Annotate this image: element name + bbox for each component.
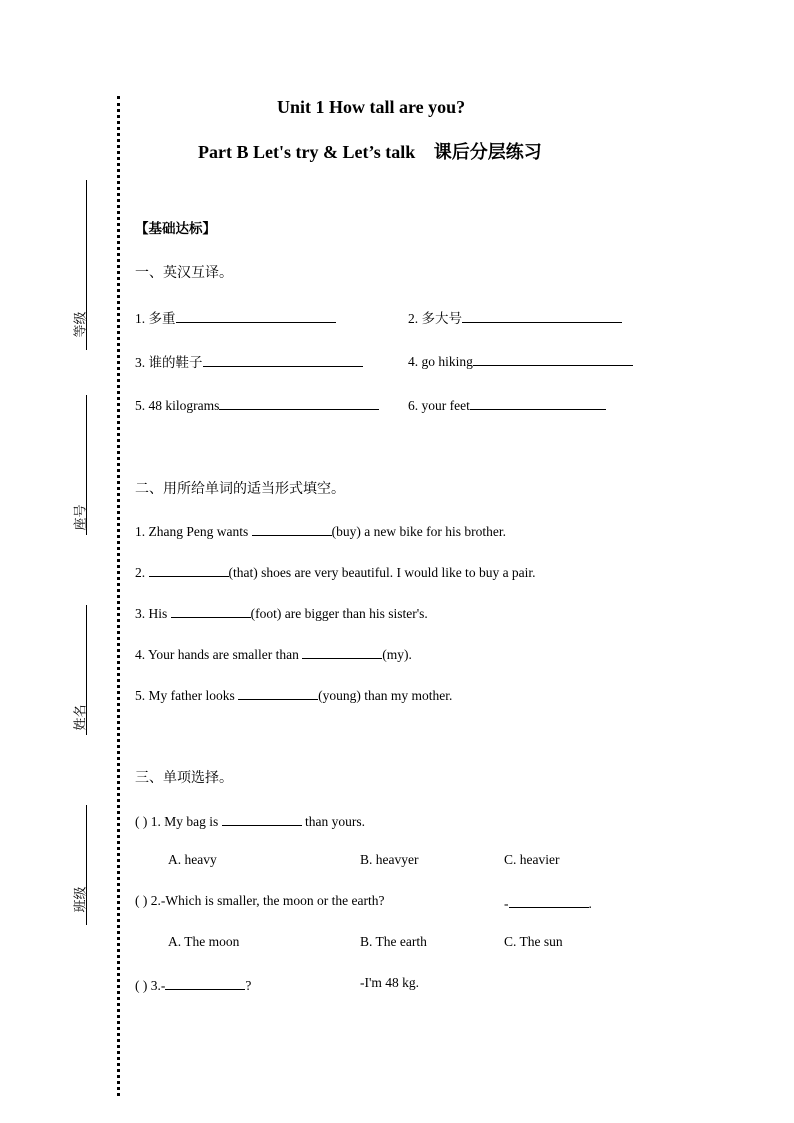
fill-item-1 — [135, 521, 506, 540]
word-hint: (buy) — [331, 524, 361, 539]
item-text: 多大号 — [421, 311, 462, 327]
title-line-2 — [198, 138, 542, 164]
answer-blank[interactable] — [219, 395, 379, 410]
answer-bracket[interactable]: ( ) — [135, 893, 148, 908]
answer-blank[interactable] — [302, 644, 382, 659]
q1-option-b: B. heavyer — [360, 852, 419, 867]
answer-blank[interactable] — [203, 352, 363, 367]
choice-question-3 — [135, 975, 251, 994]
translate-item-1 — [135, 307, 336, 327]
sentence-end: a new bike for his brother. — [360, 524, 506, 539]
item-text: 48 kilograms — [148, 398, 220, 413]
answer-blank[interactable] — [171, 603, 251, 618]
sentence-start: 1. Zhang Peng wants — [135, 524, 252, 539]
word-hint: (that) — [228, 565, 258, 580]
level-heading: 【基础达标】 — [135, 221, 216, 237]
item-number: 5. — [135, 398, 146, 413]
answer-bracket[interactable]: ( ) — [135, 814, 148, 829]
q1-option-a: A. heavy — [168, 852, 217, 867]
q1-option-c: C. heavier — [504, 852, 560, 867]
translate-item-2 — [408, 307, 622, 327]
translate-item-4 — [408, 351, 633, 370]
question-stem: 2.-Which is smaller, the moon or the earth? — [150, 893, 385, 908]
sentence-start: 4. Your hands are smaller than — [135, 647, 303, 662]
translate-item-3 — [135, 351, 363, 371]
item-number: 6. — [408, 398, 419, 413]
sentence-end: are bigger than his sister's. — [281, 606, 428, 621]
fill-item-3 — [135, 603, 428, 622]
item-text: 谁的鞋子 — [148, 355, 203, 371]
section2-heading: 二、用所给单词的适当形式填空。 — [135, 481, 345, 497]
question-stem: 1. My bag is — [150, 814, 222, 829]
reply-dash: - — [504, 896, 509, 911]
sentence-start: 5. My father looks — [135, 688, 239, 703]
translate-item-5 — [135, 395, 379, 414]
q3-reply: -I'm 48 kg. — [360, 975, 420, 990]
sentence-end: shoes are very beautiful. I would like to buy a pair. — [257, 565, 536, 580]
answer-blank — [165, 975, 245, 990]
binding-dotted-line — [117, 96, 120, 1096]
item-text: your feet — [421, 398, 470, 413]
reply-end: . — [588, 896, 592, 911]
sentence-start: 2. — [135, 565, 149, 580]
section1-heading: 一、英汉互译。 — [135, 265, 233, 281]
item-number: 2. — [408, 311, 419, 326]
section3-heading: 三、单项选择。 — [135, 770, 233, 786]
item-text: 多重 — [148, 311, 176, 327]
seat-label: 座号 — [73, 504, 89, 531]
word-hint: (young) — [318, 688, 361, 703]
answer-blank[interactable] — [462, 308, 622, 323]
answer-blank[interactable] — [470, 395, 606, 410]
answer-blank — [509, 893, 589, 908]
answer-blank[interactable] — [176, 308, 336, 323]
answer-blank[interactable] — [473, 351, 633, 366]
fill-item-4 — [135, 644, 412, 663]
translate-item-6 — [408, 395, 606, 414]
item-text: go hiking — [421, 354, 473, 369]
choice-question-2 — [135, 893, 385, 909]
choice-question-1 — [135, 811, 365, 830]
word-hint: (foot) — [250, 606, 282, 621]
question-stem-end: than yours. — [301, 814, 365, 829]
class-label: 班级 — [73, 886, 89, 913]
q2-reply — [504, 893, 592, 912]
title-line-1: Unit 1 How tall are you? — [277, 97, 466, 117]
item-number: 3. — [135, 355, 146, 370]
item-number: 1. — [135, 311, 146, 326]
fill-item-2 — [135, 562, 536, 581]
item-number: 4. — [408, 354, 419, 369]
q2-option-a: A. The moon — [168, 934, 240, 949]
answer-blank[interactable] — [149, 562, 229, 577]
q2-option-b: B. The earth — [360, 934, 427, 949]
name-label: 姓名 — [73, 704, 89, 731]
question-stem-end: ? — [245, 978, 252, 993]
sentence-start: 3. His — [135, 606, 171, 621]
word-hint: (my). — [382, 647, 412, 662]
title-line-2-english: Part B Let's try & Let’s talk — [198, 142, 416, 162]
title-line-2-chinese: 课后分层练习 — [433, 142, 542, 163]
answer-bracket[interactable]: ( ) — [135, 978, 148, 993]
answer-blank[interactable] — [252, 521, 332, 536]
grade-label: 等级 — [73, 311, 89, 338]
sentence-end: than my mother. — [360, 688, 453, 703]
fill-item-5 — [135, 685, 452, 704]
answer-blank — [222, 811, 302, 826]
question-stem: 3.- — [150, 978, 166, 993]
answer-blank[interactable] — [238, 685, 318, 700]
q2-option-c: C. The sun — [504, 934, 563, 949]
